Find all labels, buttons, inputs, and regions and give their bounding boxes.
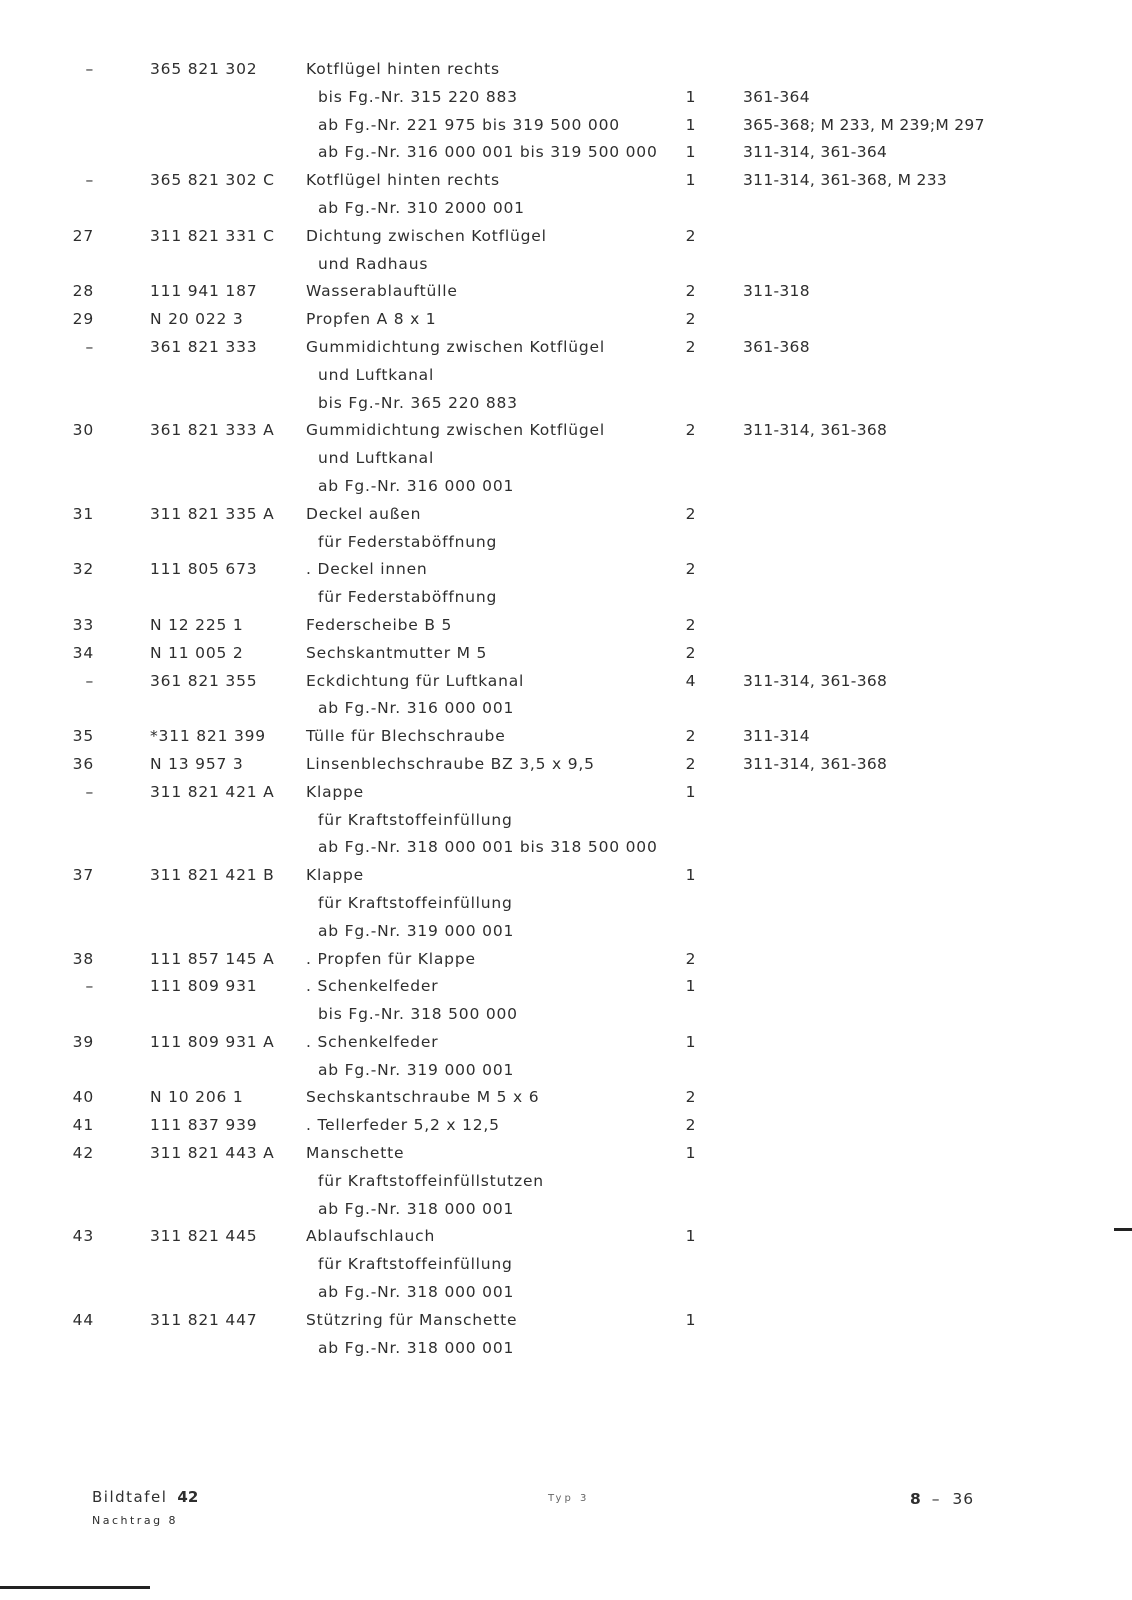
part-description: ab Fg.-Nr. 316 000 001 xyxy=(318,699,515,718)
part-description: ab Fg.-Nr. 316 000 001 bis 319 500 000 xyxy=(318,143,658,162)
position-number: – xyxy=(85,337,94,356)
quantity: 2 xyxy=(685,1116,697,1135)
table-row xyxy=(0,362,1132,390)
position-number: 42 xyxy=(72,1144,94,1163)
part-number: N 20 022 3 xyxy=(150,310,244,329)
position-number: 31 xyxy=(72,504,94,523)
part-description: . Schenkelfeder xyxy=(306,977,439,996)
quantity: 1 xyxy=(685,866,697,885)
table-row xyxy=(0,973,1132,1001)
part-description: Kotflügel hinten rechts xyxy=(306,171,500,190)
position-number: 34 xyxy=(72,643,94,662)
position-number: 37 xyxy=(72,866,94,885)
position-number: 33 xyxy=(72,615,94,634)
part-number: 361 821 333 xyxy=(150,337,258,356)
model-applicability: 311-314 xyxy=(743,727,810,746)
part-number: 311 821 421 A xyxy=(150,782,275,801)
page-footer xyxy=(0,1488,1132,1548)
quantity: 1 xyxy=(685,1144,697,1163)
part-description: Kotflügel hinten rechts xyxy=(306,60,500,78)
part-description: und Radhaus xyxy=(318,254,429,273)
scan-mark xyxy=(1114,1228,1132,1231)
part-description: ab Fg.-Nr. 318 000 001 bis 318 500 000 xyxy=(318,838,658,857)
table-row xyxy=(0,417,1132,445)
part-number: 311 821 331 C xyxy=(150,226,275,245)
part-description: für Kraftstoffeinfüllung xyxy=(318,893,513,912)
part-number: 361 821 355 xyxy=(150,671,258,690)
table-row xyxy=(0,556,1132,584)
table-row xyxy=(0,1335,1132,1363)
table-row xyxy=(0,1279,1132,1307)
table-row xyxy=(0,1001,1132,1029)
table-row xyxy=(0,862,1132,890)
position-number: 28 xyxy=(72,282,94,301)
table-row xyxy=(0,640,1132,668)
table-row xyxy=(0,390,1132,418)
position-number: – xyxy=(85,977,94,996)
position-number: 41 xyxy=(72,1116,94,1135)
part-description: Federscheibe B 5 xyxy=(306,615,453,634)
part-description: bis Fg.-Nr. 315 220 883 xyxy=(318,87,518,106)
quantity: 1 xyxy=(685,87,697,106)
plate-label: Bildtafel xyxy=(92,1488,168,1506)
position-number: 32 xyxy=(72,560,94,579)
table-row xyxy=(0,751,1132,779)
position-number: 27 xyxy=(72,226,94,245)
table-row xyxy=(0,1196,1132,1224)
part-description: . Schenkelfeder xyxy=(306,1032,439,1051)
part-description: Deckel außen xyxy=(306,504,422,523)
part-number: N 10 206 1 xyxy=(150,1088,244,1107)
table-row xyxy=(0,723,1132,751)
table-row xyxy=(0,612,1132,640)
table-row xyxy=(0,1307,1132,1335)
table-row xyxy=(0,1251,1132,1279)
table-row xyxy=(0,56,1132,84)
table-row xyxy=(0,584,1132,612)
position-number: 36 xyxy=(72,754,94,773)
part-description: Sechskantschraube M 5 x 6 xyxy=(306,1088,540,1107)
table-row xyxy=(0,695,1132,723)
part-number: 111 857 145 A xyxy=(150,949,275,968)
part-description: ab Fg.-Nr. 319 000 001 xyxy=(318,1060,515,1079)
part-description: ab Fg.-Nr. 318 000 001 xyxy=(318,1199,515,1218)
position-number: – xyxy=(85,171,94,190)
position-number: 35 xyxy=(72,727,94,746)
table-row xyxy=(0,251,1132,279)
table-row xyxy=(0,334,1132,362)
table-row xyxy=(0,779,1132,807)
table-row xyxy=(0,223,1132,251)
quantity: 1 xyxy=(685,1310,697,1329)
part-description: Tülle für Blechschraube xyxy=(306,727,506,746)
part-description: ab Fg.-Nr. 319 000 001 xyxy=(318,921,515,940)
plate-reference xyxy=(92,1488,198,1506)
part-description: bis Fg.-Nr. 318 500 000 xyxy=(318,1005,518,1024)
table-row xyxy=(0,1223,1132,1251)
part-description: ab Fg.-Nr. 318 000 001 xyxy=(318,1338,515,1357)
quantity: 2 xyxy=(685,504,697,523)
table-row xyxy=(0,139,1132,167)
table-row xyxy=(0,501,1132,529)
position-number: 38 xyxy=(72,949,94,968)
part-number: 111 941 187 xyxy=(150,282,258,301)
part-description: . Propfen für Klappe xyxy=(306,949,476,968)
part-description: Klappe xyxy=(306,866,364,885)
quantity: 2 xyxy=(685,727,697,746)
part-number: 111 809 931 A xyxy=(150,1032,275,1051)
table-row xyxy=(0,834,1132,862)
part-description: Ablaufschlauch xyxy=(306,1227,436,1246)
page-separator: – xyxy=(931,1490,941,1508)
table-row xyxy=(0,1112,1132,1140)
model-applicability: 311-314, 361-364 xyxy=(743,143,888,162)
table-row xyxy=(0,306,1132,334)
page-number xyxy=(910,1490,974,1508)
part-description: Propfen A 8 x 1 xyxy=(306,310,437,329)
quantity: 1 xyxy=(685,143,697,162)
part-number: 365 821 302 xyxy=(150,60,258,78)
position-number: – xyxy=(85,60,94,78)
part-number: 311 821 445 xyxy=(150,1227,258,1246)
model-applicability: 311-314, 361-368 xyxy=(743,671,888,690)
part-description: Klappe xyxy=(306,782,364,801)
scan-mark xyxy=(0,1586,150,1589)
position-number: 29 xyxy=(72,310,94,329)
part-description: und Luftkanal xyxy=(318,449,435,468)
quantity: 2 xyxy=(685,643,697,662)
part-number: 311 821 443 A xyxy=(150,1144,275,1163)
part-number: 365 821 302 C xyxy=(150,171,275,190)
model-applicability: 361-364 xyxy=(743,87,810,106)
part-number: N 11 005 2 xyxy=(150,643,244,662)
table-row xyxy=(0,445,1132,473)
quantity: 1 xyxy=(685,1227,697,1246)
quantity: 2 xyxy=(685,310,697,329)
position-number: 40 xyxy=(72,1088,94,1107)
table-row xyxy=(0,112,1132,140)
parts-list xyxy=(0,56,1132,1362)
part-number: 111 809 931 xyxy=(150,977,258,996)
table-row xyxy=(0,167,1132,195)
part-description: und Luftkanal xyxy=(318,365,435,384)
quantity: 1 xyxy=(685,977,697,996)
part-description: Gummidichtung zwischen Kotflügel xyxy=(306,337,605,356)
part-description: Wasserablauftülle xyxy=(306,282,458,301)
position-number: 39 xyxy=(72,1032,94,1051)
model-applicability: 311-318 xyxy=(743,282,810,301)
part-description: ab Fg.-Nr. 310 2000 001 xyxy=(318,198,525,217)
part-number: 311 821 335 A xyxy=(150,504,275,523)
quantity: 2 xyxy=(685,615,697,634)
quantity: 1 xyxy=(685,171,697,190)
part-description: Dichtung zwischen Kotflügel xyxy=(306,226,547,245)
position-number: 30 xyxy=(72,421,94,440)
table-row xyxy=(0,1057,1132,1085)
page-section: 8 xyxy=(910,1490,922,1508)
part-number: *311 821 399 xyxy=(150,727,266,746)
model-applicability: 311-314, 361-368, M 233 xyxy=(743,171,948,190)
table-row xyxy=(0,473,1132,501)
model-applicability: 365-368; M 233, M 239;M 297 xyxy=(743,115,985,134)
part-description: für Federstaböffnung xyxy=(318,588,498,607)
model-applicability: 311-314, 361-368 xyxy=(743,421,888,440)
table-row xyxy=(0,918,1132,946)
part-description: ab Fg.-Nr. 221 975 bis 319 500 000 xyxy=(318,115,620,134)
supplement-label: Nachtrag 8 xyxy=(92,1514,179,1527)
part-description: Linsenblechschraube BZ 3,5 x 9,5 xyxy=(306,754,595,773)
table-row xyxy=(0,195,1132,223)
quantity: 2 xyxy=(685,754,697,773)
part-description: für Kraftstoffeinfüllung xyxy=(318,810,513,829)
quantity: 4 xyxy=(685,671,697,690)
part-description: für Kraftstoffeinfüllung xyxy=(318,1255,513,1274)
model-applicability: 361-368 xyxy=(743,337,810,356)
part-description: Stützring für Manschette xyxy=(306,1310,518,1329)
table-row xyxy=(0,1029,1132,1057)
part-number: 311 821 421 B xyxy=(150,866,275,885)
quantity: 2 xyxy=(685,421,697,440)
part-description: Gummidichtung zwischen Kotflügel xyxy=(306,421,605,440)
model-applicability: 311-314, 361-368 xyxy=(743,754,888,773)
table-row xyxy=(0,1168,1132,1196)
position-number: – xyxy=(85,671,94,690)
part-description: ab Fg.-Nr. 316 000 001 xyxy=(318,476,515,495)
position-number: 43 xyxy=(72,1227,94,1246)
table-row xyxy=(0,1140,1132,1168)
table-row xyxy=(0,1084,1132,1112)
part-number: 111 805 673 xyxy=(150,560,258,579)
quantity: 2 xyxy=(685,560,697,579)
type-label: Typ 3 xyxy=(548,1493,590,1504)
part-number: 311 821 447 xyxy=(150,1310,258,1329)
part-description: Manschette xyxy=(306,1144,405,1163)
table-row xyxy=(0,278,1132,306)
position-number: – xyxy=(85,782,94,801)
part-number: 111 837 939 xyxy=(150,1116,258,1135)
position-number: 44 xyxy=(72,1310,94,1329)
part-number: N 13 957 3 xyxy=(150,754,244,773)
plate-number: 42 xyxy=(177,1488,199,1506)
quantity: 2 xyxy=(685,282,697,301)
part-description: für Kraftstoffeinfüllstutzen xyxy=(318,1171,544,1190)
quantity: 1 xyxy=(685,1032,697,1051)
table-row xyxy=(0,807,1132,835)
quantity: 2 xyxy=(685,226,697,245)
part-description: Eckdichtung für Luftkanal xyxy=(306,671,525,690)
part-description: . Deckel innen xyxy=(306,560,428,579)
quantity: 2 xyxy=(685,1088,697,1107)
part-description: bis Fg.-Nr. 365 220 883 xyxy=(318,393,518,412)
page-index: 36 xyxy=(952,1490,975,1508)
table-row xyxy=(0,529,1132,557)
table-row xyxy=(0,890,1132,918)
quantity: 1 xyxy=(685,115,697,134)
quantity: 2 xyxy=(685,949,697,968)
part-description: für Federstaböffnung xyxy=(318,532,498,551)
part-number: N 12 225 1 xyxy=(150,615,244,634)
part-description: . Tellerfeder 5,2 x 12,5 xyxy=(306,1116,500,1135)
part-description: Sechskantmutter M 5 xyxy=(306,643,488,662)
quantity: 1 xyxy=(685,782,697,801)
quantity: 2 xyxy=(685,337,697,356)
part-number: 361 821 333 A xyxy=(150,421,275,440)
table-row xyxy=(0,668,1132,696)
part-description: ab Fg.-Nr. 318 000 001 xyxy=(318,1283,515,1302)
table-row xyxy=(0,84,1132,112)
table-row xyxy=(0,946,1132,974)
